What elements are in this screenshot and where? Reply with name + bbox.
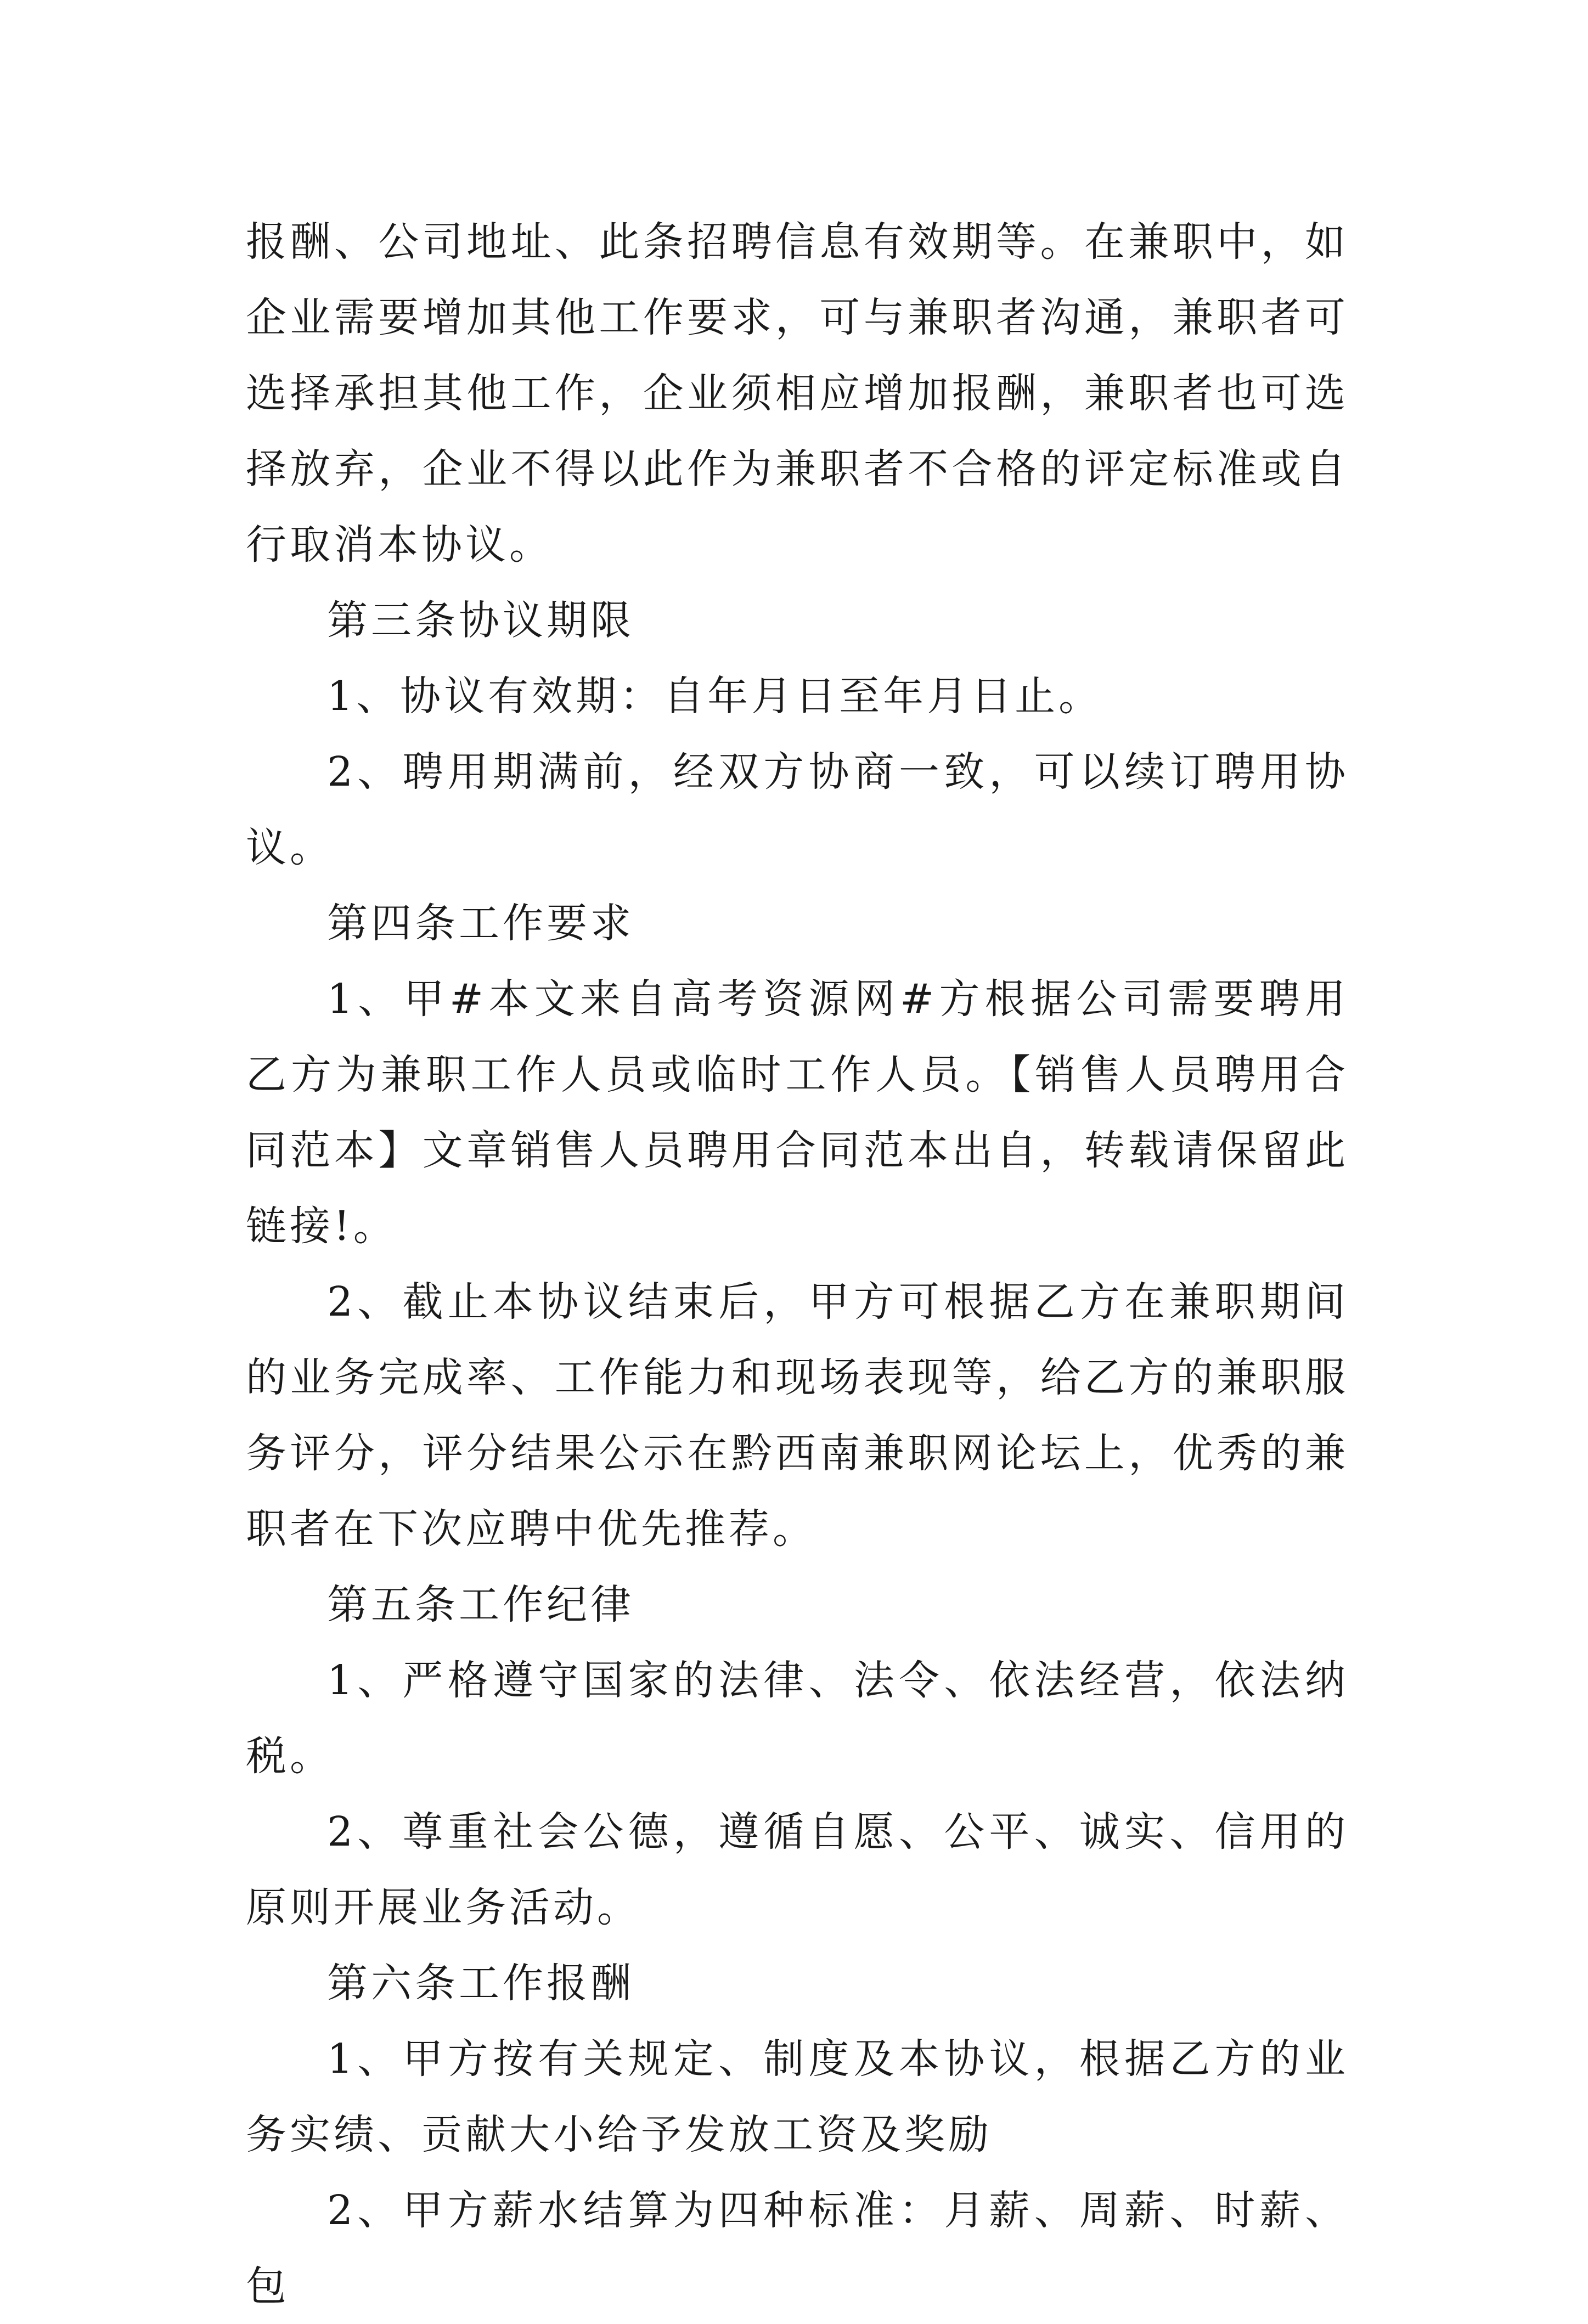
section-heading-6: 第六条工作报酬 bbox=[327, 1960, 634, 2007]
paragraph-ethics: 2、尊重社会公德，遵循自愿、公平、诚实、信用的原则开展业务活动。 bbox=[246, 1808, 1349, 1931]
document-body bbox=[246, 204, 1349, 2324]
paragraph-renewal: 2、聘用期满前，经双方协商一致，可以续订聘用协议。 bbox=[246, 748, 1349, 871]
paragraph-salary-types: 2、甲方薪水结算为四种标准：月薪、周薪、时薪、包 bbox=[246, 2187, 1349, 2310]
paragraph-term-validity: 1、协议有效期：自年月日至年月日止。 bbox=[327, 673, 1103, 720]
section-heading-3: 第三条协议期限 bbox=[327, 597, 634, 644]
section-heading-5: 第五条工作纪律 bbox=[327, 1581, 634, 1628]
section-heading-4: 第四条工作要求 bbox=[327, 900, 634, 947]
paragraph-salary-rules: 1、甲方按有关规定、制度及本协议，根据乙方的业务实绩、贡献大小给予发放工资及奖励 bbox=[246, 2035, 1349, 2158]
paragraph-continued: 报酬、公司地址、此条招聘信息有效期等。在兼职中，如企业需要增加其他工作要求，可与兼职者沟通，兼职者可选择承担其他工作，企业须相应增加报酬，兼职者也可选择放弃，企业不得以此作为兼职者不合格的评定标准或自行取消本协议。 bbox=[246, 218, 1349, 568]
paragraph-hiring: 1、甲#本文来自高考资源网#方根据公司需要聘用乙方为兼职工作人员或临时工作人员。【销售人员聘用合同范本】文章销售人员聘用合同范本出自，转载请保留此链接!。 bbox=[246, 975, 1349, 1250]
paragraph-law: 1、严格遵守国家的法律、法令、依法经营，依法纳税。 bbox=[246, 1657, 1349, 1780]
paragraph-evaluation: 2、截止本协议结束后，甲方可根据乙方在兼职期间的业务完成率、工作能力和现场表现等，给乙方的兼职服务评分，评分结果公示在黔西南兼职网论坛上，优秀的兼职者在下次应聘中优先推荐。 bbox=[246, 1278, 1349, 1553]
